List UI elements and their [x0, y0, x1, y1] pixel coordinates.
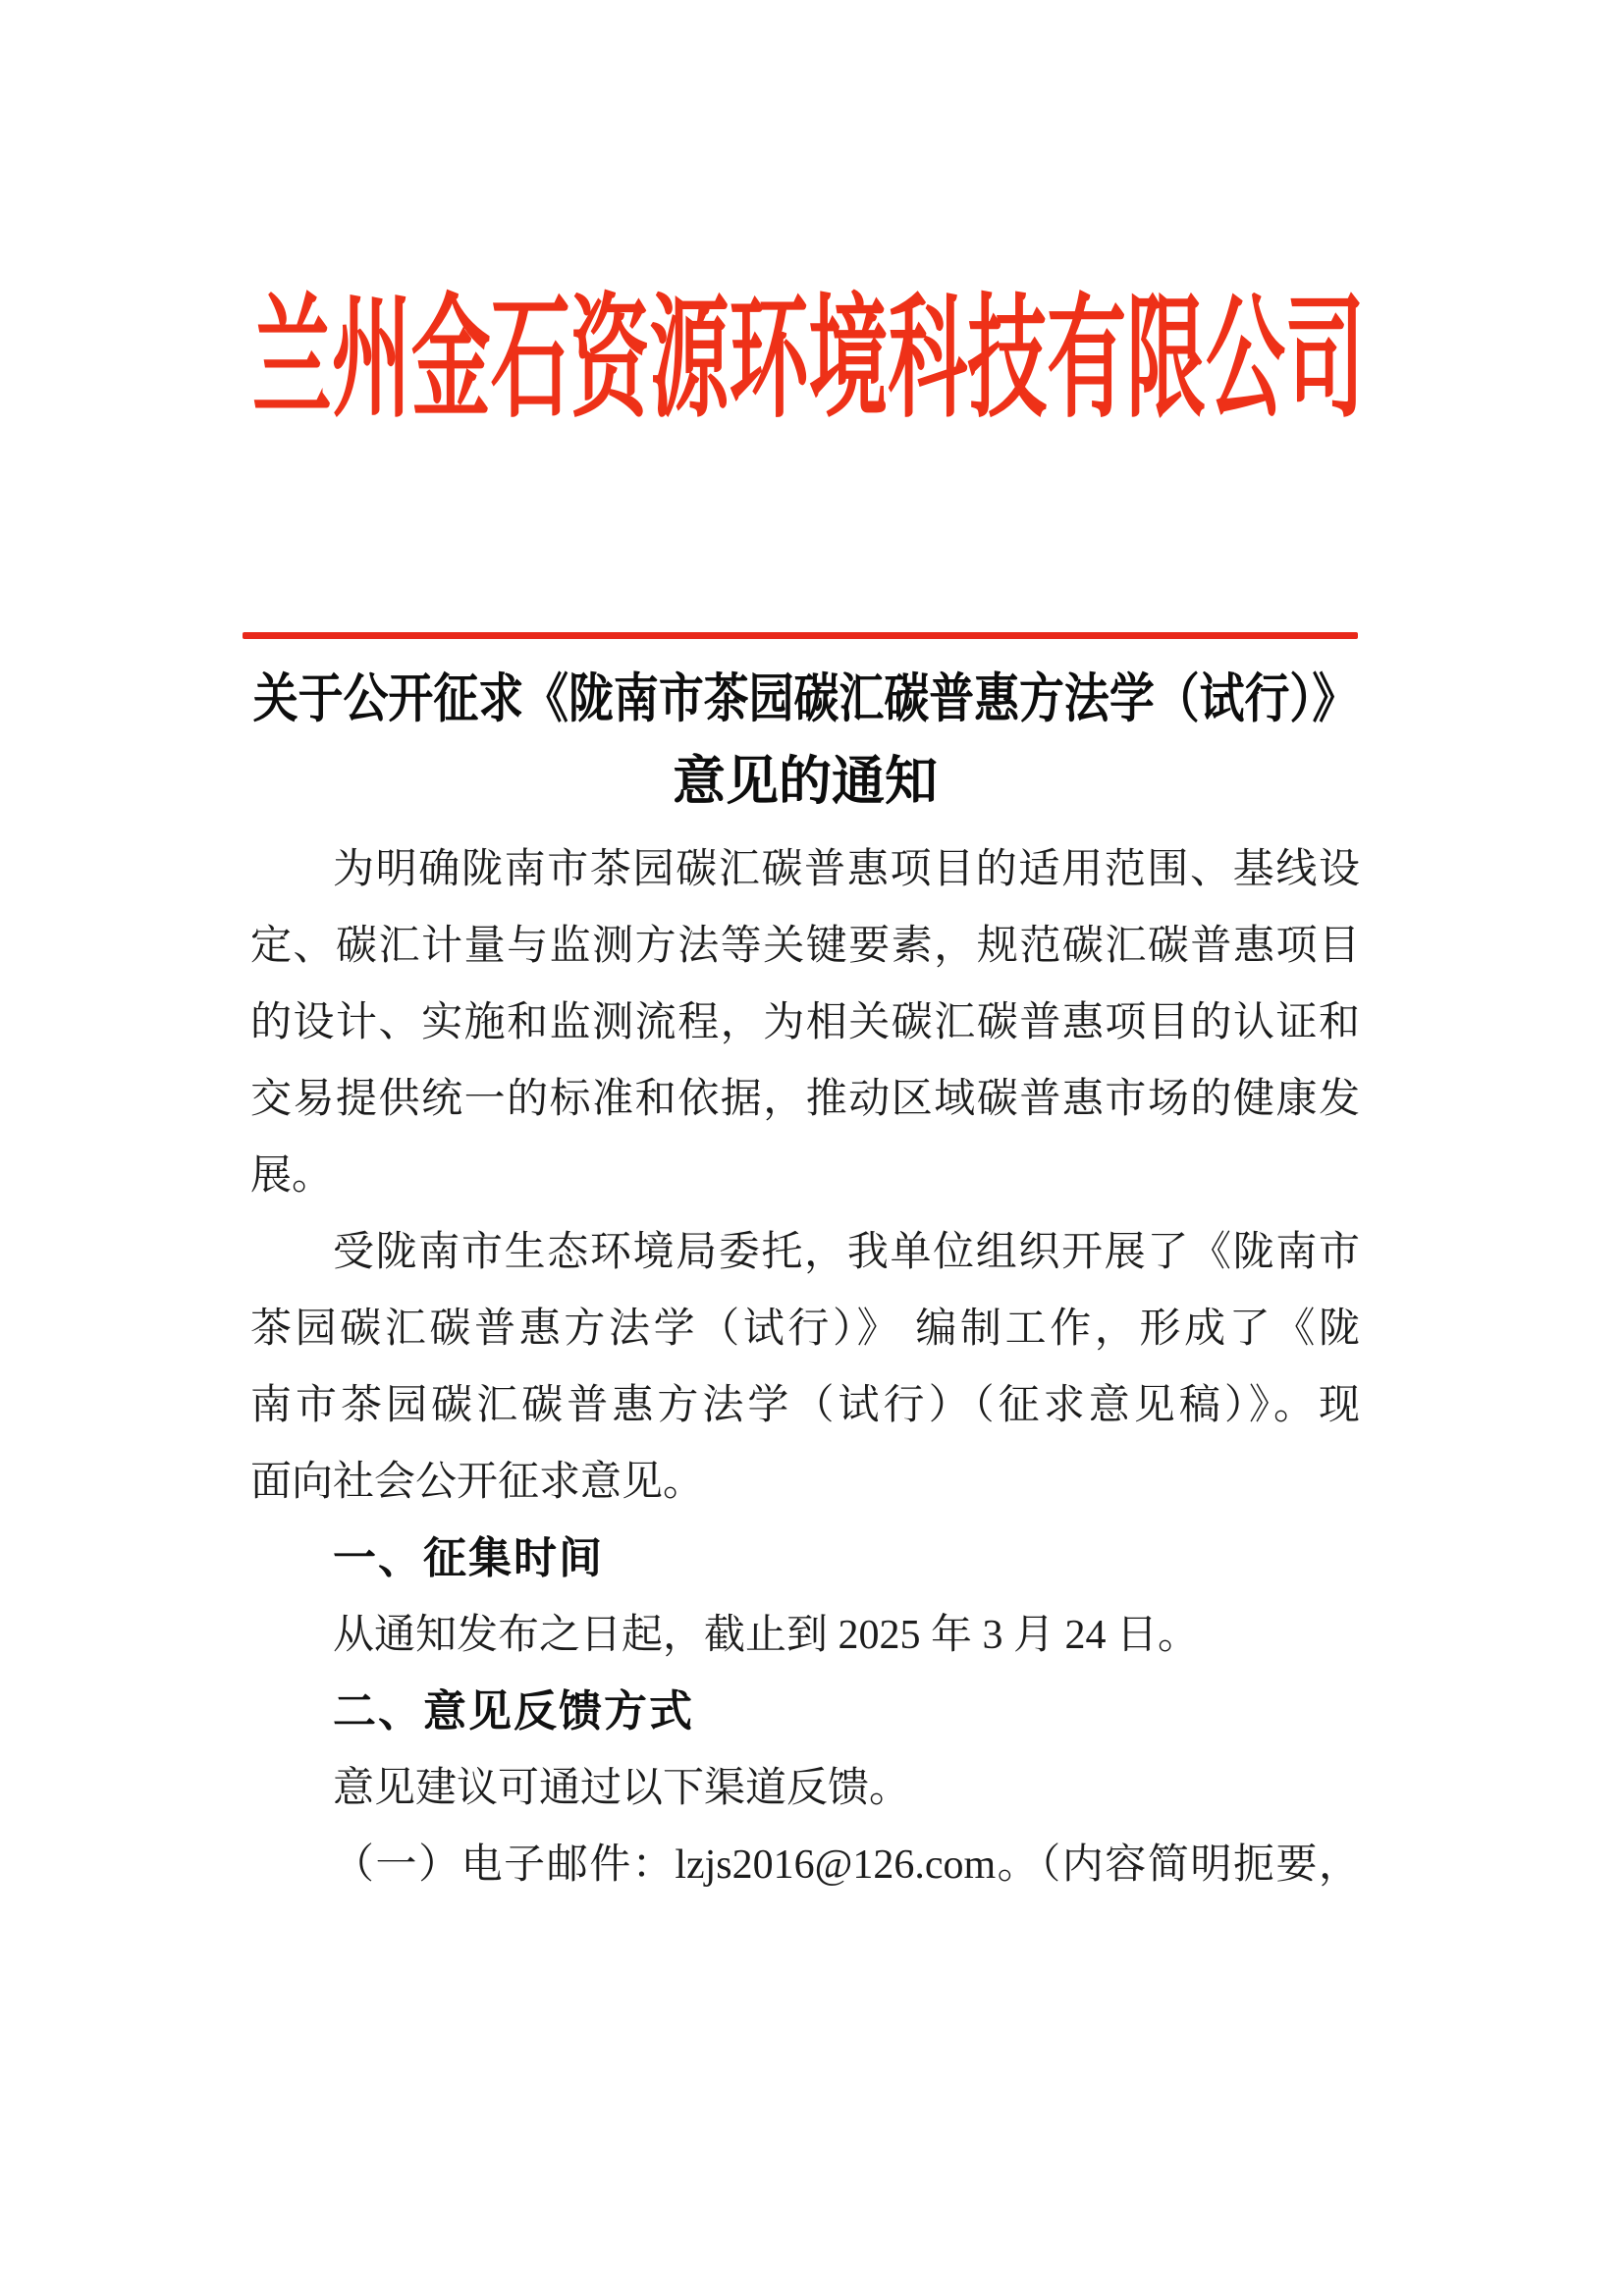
body-line: 意见建议可通过以下渠道反馈。	[333, 1766, 911, 1811]
body-line: 受陇南市生态环境局委托，我单位组织开展了《陇南市	[333, 1230, 1360, 1275]
body-line: 面向社会公开征求意见。	[250, 1460, 705, 1505]
document-title	[250, 656, 1360, 825]
body-line: 南市茶园碳汇碳普惠方法学（试行）（征求意见稿）》。现	[250, 1383, 1360, 1428]
section-heading: 一、征集时间	[333, 1534, 604, 1582]
body-line: 展。	[250, 1153, 334, 1199]
document-title-line2: 意见的通知	[673, 752, 938, 811]
body-line: 从通知发布之日起，截止到 2025 年 3 月 24 日。	[333, 1613, 1200, 1658]
body-line: 定、碳汇计量与监测方法等关键要素，规范碳汇碳普惠项目	[250, 924, 1360, 969]
body-line: 交易提供统一的标准和依据，推动区域碳普惠市场的健康发	[250, 1077, 1360, 1122]
body-text	[250, 831, 1360, 1903]
body-line: 的设计、实施和监测流程，为相关碳汇碳普惠项目的认证和	[250, 1000, 1360, 1045]
letterhead-rule	[243, 632, 1358, 639]
body-line: 为明确陇南市茶园碳汇碳普惠项目的适用范围、基线设	[333, 847, 1360, 892]
body-line: （一）电子邮件：lzjs2016@126.com。（内容简明扼要，	[333, 1842, 1360, 1888]
letterhead-company-name: 兰州金石资源环境科技有限公司	[252, 287, 1365, 434]
section-heading: 二、意见反馈方式	[333, 1687, 694, 1735]
document-title-line1: 关于公开征求《陇南市茶园碳汇碳普惠方法学（试行）》	[252, 669, 1358, 728]
body-line: 茶园碳汇碳普惠方法学（试行）》 编制工作，形成了《陇	[250, 1307, 1360, 1352]
